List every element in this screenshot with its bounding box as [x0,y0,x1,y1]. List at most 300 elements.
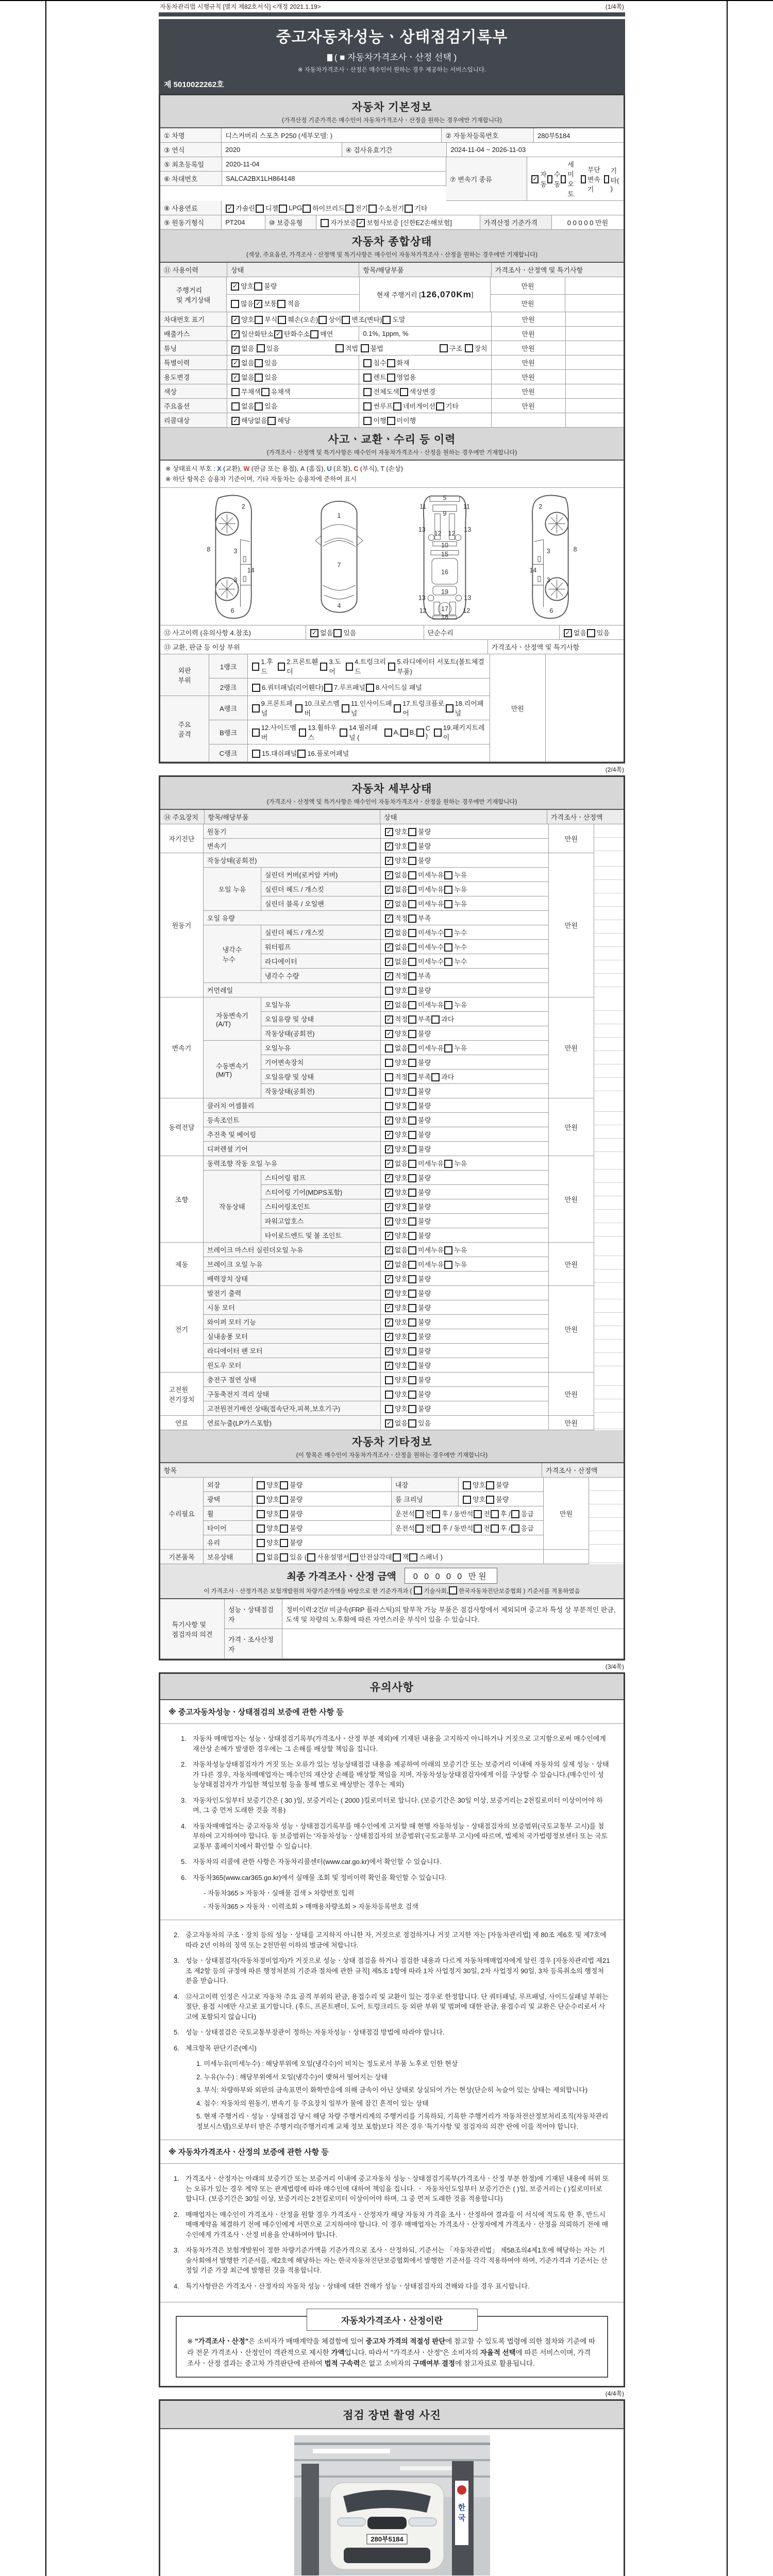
checkbox-empty-icon[interactable] [415,1524,424,1533]
checkbox-checked-icon[interactable]: ✓ [385,1419,393,1428]
section-subtitle-detail: (가격조사ㆍ산정액 및 특기사항은 매수인이 자동차가격조사ㆍ산정을 원하는 경우에만 기재합니다) [266,799,517,805]
checkbox-empty-icon[interactable] [408,1246,416,1255]
checkbox-empty-icon[interactable] [295,704,303,713]
checkbox-checked-icon[interactable]: ✓ [385,1131,393,1139]
checkbox-empty-icon[interactable] [280,1496,288,1504]
checkbox-empty-icon[interactable] [408,1217,416,1226]
checkbox-empty-icon[interactable] [408,1376,416,1384]
notice-item: 2. 자동차성능상태점검자가 거짓 또는 오류가 있는 성능상태점검 내용을 제공하여 아래의 보증기간 또는 보증거리 이내에 자동차의 실제 성능ㆍ상태가 다른 경우, 자동차매매업자는 매수인의 재산상 손해를 배상할 책임을 지며, 자동차성능상태점검자에게 이를 구상할 수 있습니다.(매수인이 성능상태점검자가 가입한 책임보험 등을 통해 별도로 배상받는 경우는 제외) [181,1760,609,1788]
checkbox-empty-icon[interactable] [280,1510,288,1518]
checkbox-checked-icon[interactable]: ✓ [385,1275,393,1283]
checkbox-empty-icon[interactable] [408,1044,416,1053]
notice-part1-list [160,1724,624,1920]
checkbox-empty-icon[interactable] [350,1553,358,1562]
checkbox-empty-icon[interactable] [363,359,372,367]
checkbox-empty-icon[interactable] [491,1510,499,1518]
checkbox-checked-icon[interactable]: ✓ [385,914,393,923]
checkbox-empty-icon[interactable] [279,205,287,213]
checkbox-empty-icon[interactable] [409,1553,417,1562]
manwon-cell: 만원 [492,327,566,341]
svg-text:12: 12 [448,530,456,537]
manwon-cell: 만원 [549,1286,594,1372]
checkbox-empty-icon[interactable] [408,886,416,894]
checkbox-empty-icon[interactable] [408,1333,416,1341]
checkbox-empty-icon[interactable] [255,359,263,367]
checkbox-empty-icon[interactable] [363,417,372,425]
checkbox-checked-icon[interactable]: ✓ [274,330,282,338]
checkbox-empty-icon[interactable] [384,728,392,737]
svg-text:3: 3 [546,548,550,555]
checkbox-empty-icon[interactable] [587,629,595,637]
checkbox-empty-icon[interactable] [408,1304,416,1312]
checkbox-empty-icon[interactable] [444,900,452,908]
checkbox-checked-icon[interactable]: ✓ [385,900,393,908]
checkbox-empty-icon[interactable] [255,402,263,411]
checkbox-empty-icon[interactable] [408,1275,416,1283]
blank-cell [589,1504,624,1518]
field-label: ② 자동차등록번호 [442,128,534,143]
checkbox-empty-icon[interactable] [252,750,260,758]
checkbox-checked-icon[interactable]: ✓ [231,346,240,354]
checkbox-checked-icon[interactable]: ✓ [564,629,572,637]
item-label: 라디에이터 [261,954,381,969]
checkbox-empty-icon[interactable] [415,1510,424,1518]
checkbox-empty-icon[interactable] [280,1539,288,1547]
checkbox-empty-icon[interactable] [408,857,416,865]
blank-cell [594,1038,624,1051]
checkbox-checked-icon[interactable]: ✓ [254,300,262,308]
checkbox-empty-icon[interactable] [408,1391,416,1399]
base-price: 0 0 0 0 0 만원 [552,215,624,230]
checkbox-checked-icon[interactable]: ✓ [385,1203,393,1211]
checkbox-empty-icon[interactable] [444,943,452,952]
checkbox-checked-icon[interactable]: ✓ [385,1232,393,1240]
field-label: ③ 연식 [160,143,222,157]
checkbox-checked-icon[interactable]: ✓ [385,1318,393,1327]
section-subtitle-accident: (가격조사ㆍ산정액 및 특기사항은 매수인이 자동차가격조사ㆍ산정을 원하는 경우에만 기재합니다) [266,450,517,456]
checkbox-empty-icon[interactable] [408,929,416,937]
checkbox-empty-icon[interactable] [363,374,372,382]
checkbox-empty-icon[interactable] [444,886,452,894]
checkbox-empty-icon[interactable] [408,1059,416,1067]
blank-cell [594,1051,624,1064]
checkbox-empty-icon[interactable] [257,1496,265,1504]
page-3-box [159,1672,625,2387]
checkbox-empty-icon[interactable] [463,1481,471,1489]
checkbox-empty-icon[interactable] [297,750,306,758]
checkbox-empty-icon[interactable] [345,205,354,213]
checkbox-empty-icon[interactable] [231,402,240,411]
checkbox-empty-icon[interactable] [431,1015,440,1024]
checkbox-empty-icon[interactable] [408,1290,416,1298]
col-header: 가격조사ㆍ산정액 [547,810,624,824]
svg-text:14: 14 [529,566,536,574]
checkbox-empty-icon[interactable] [256,205,264,213]
svg-text:3: 3 [233,548,238,555]
checkbox-checked-icon[interactable]: ✓ [385,1116,393,1125]
checkbox-checked-icon[interactable]: ✓ [385,1145,393,1154]
checkbox-empty-icon[interactable] [321,219,329,227]
checkbox-empty-icon[interactable] [280,1553,288,1562]
svg-text:9: 9 [443,510,447,518]
checkbox-empty-icon[interactable] [363,388,372,396]
notice-item: 1. 자동차 매매업자는 성능ㆍ상태점검기록부(가격조사ㆍ산정 부분 제외)에 기재된 내용을 고지하지 아니하거나 거짓으로 고지함으로써 매수인에게 재산상 손해가 발생한 경우에는 그 손해를 배상할 책임을 집니다. [181,1735,606,1753]
checkbox-empty-icon[interactable] [408,871,416,879]
checkbox-empty-icon[interactable] [252,728,260,737]
item-label: 외장 [204,1478,253,1492]
checkbox-checked-icon[interactable]: ✓ [385,1290,393,1298]
manwon-cell: 만원 [492,355,566,370]
checkbox-empty-icon[interactable] [280,1524,288,1533]
checkbox-empty-icon[interactable] [252,704,260,713]
checkbox-checked-icon[interactable]: ✓ [231,417,240,425]
checkbox-empty-icon[interactable] [408,1160,416,1168]
checkbox-checked-icon[interactable]: ✓ [231,316,240,324]
checkbox-empty-icon[interactable] [254,282,262,291]
checkbox-empty-icon[interactable] [382,316,391,324]
blank-cell [589,1491,624,1504]
row-label: 특별이력 [160,355,227,370]
checkbox-empty-icon[interactable] [408,1174,416,1182]
checkbox-checked-icon[interactable]: ✓ [385,1160,393,1168]
checkbox-empty-icon[interactable] [444,1044,452,1053]
document-header [159,12,625,94]
checkbox-empty-icon[interactable] [408,1203,416,1211]
checkbox-empty-icon[interactable] [547,175,552,183]
checkbox-empty-icon[interactable] [342,316,350,324]
checkbox-empty-icon[interactable] [604,175,609,183]
checkbox-empty-icon[interactable] [257,1553,265,1562]
checkbox-empty-icon[interactable] [324,684,332,692]
checkbox-empty-icon[interactable] [436,402,444,411]
checkbox-empty-icon[interactable] [385,1405,393,1413]
checkbox-empty-icon[interactable] [408,1189,416,1197]
checkbox-empty-icon[interactable] [432,1510,440,1518]
checkbox-empty-icon[interactable] [431,1073,440,1081]
checkbox-empty-icon[interactable] [408,1030,416,1038]
checkbox-empty-icon[interactable] [394,704,401,713]
checkbox-checked-icon[interactable]: ✓ [385,871,393,879]
checkbox-empty-icon[interactable] [511,1524,519,1533]
checkbox-empty-icon[interactable] [408,958,416,966]
checkbox-checked-icon[interactable]: ✓ [231,374,240,382]
checkbox-empty-icon[interactable] [408,1073,416,1081]
rank-label: 1랭크 [209,654,248,679]
checkbox-empty-icon[interactable] [408,1015,416,1024]
checkbox-empty-icon[interactable] [408,1419,416,1428]
checkbox-empty-icon[interactable] [491,1524,499,1533]
checkbox-empty-icon[interactable] [387,417,395,425]
item-label: 운전석 전 후 / 동반석 전 후 / 응급 [392,1506,544,1521]
checkbox-checked-icon[interactable]: ✓ [385,1217,393,1226]
checkbox-checked-icon[interactable]: ✓ [226,205,234,213]
checkbox-empty-icon[interactable] [440,344,448,352]
checkbox-empty-icon[interactable] [310,330,318,338]
checkbox-empty-icon[interactable] [400,388,408,396]
checkbox-empty-icon[interactable] [387,374,395,382]
checkbox-empty-icon[interactable] [261,388,270,396]
notice-item: 5. 자동차의 리콜에 관한 사항은 자동차리콜센터(www.car.go.kr)에서 확인할 수 있습니다. [181,1858,442,1866]
checkbox-checked-icon[interactable]: ✓ [385,857,393,865]
checkbox-checked-icon[interactable]: ✓ [385,1362,393,1370]
blank-cell [594,1064,624,1078]
blank-cell [594,1170,624,1183]
manwon-cell: 만원 [549,997,594,1098]
checkbox-empty-icon[interactable] [408,987,416,995]
checkbox-checked-icon[interactable]: ✓ [385,1015,393,1024]
checkbox-empty-icon[interactable] [385,1102,393,1110]
checkbox-empty-icon[interactable] [408,943,416,952]
status-cell: ✓ 일산화탄소 ✓ 탄화수소 매연 [227,327,359,341]
checkbox-empty-icon[interactable] [257,1481,265,1489]
checkbox-empty-icon[interactable] [434,728,442,737]
device-label: 조향 [160,1156,204,1243]
blank-cell [594,960,624,974]
device-group [160,1286,624,1372]
status-code-line: ※ 상태표시 부호 : X (교환), W (판금 또는 용접), A (흠집), U (요철), C (부식), T (손상) [165,465,403,472]
checkbox-empty-icon[interactable] [408,914,416,923]
checkbox-empty-icon[interactable] [432,1524,440,1533]
checkbox-empty-icon[interactable] [333,629,342,637]
notice-part1-heading: ※ 중고자동차성능ㆍ상태점검의 보증에 관한 사항 등 [160,1700,624,1724]
transmission-type: ✓ 자동 수동 세미오토 무단변속기 기타( ) [527,157,624,201]
checkbox-empty-icon[interactable] [267,417,276,425]
checkbox-empty-icon[interactable] [280,1481,288,1489]
table-row [204,1521,544,1535]
checkbox-empty-icon[interactable] [255,316,263,324]
checkbox-checked-icon[interactable]: ✓ [385,972,393,980]
checkbox-empty-icon[interactable] [511,1510,519,1518]
checkbox-empty-icon[interactable] [446,704,453,713]
checkbox-empty-icon[interactable] [320,663,327,671]
checkbox-empty-icon[interactable] [444,871,452,879]
car-underbody-diagram [406,492,483,621]
checkbox-empty-icon[interactable] [444,1261,452,1269]
item-label: 타이로드엔드 및 볼 조인트 [261,1228,381,1243]
checkbox-empty-icon[interactable] [318,316,327,324]
table-row [204,1492,544,1506]
checkbox-empty-icon[interactable] [444,1246,452,1255]
checkbox-checked-icon[interactable]: ✓ [231,282,239,291]
checkbox-empty-icon[interactable] [388,663,395,671]
svg-text:13: 13 [418,594,426,602]
checkbox-empty-icon[interactable] [252,663,259,671]
checkbox-empty-icon[interactable] [385,1088,393,1096]
checkbox-empty-icon[interactable] [385,987,393,995]
checkbox-empty-icon[interactable] [449,1586,457,1595]
checkbox-empty-icon[interactable] [340,728,347,737]
checkbox-checked-icon[interactable]: ✓ [385,958,393,966]
checkbox-empty-icon[interactable] [307,1553,315,1562]
blank-cell [594,1243,624,1256]
checkbox-empty-icon[interactable] [361,344,369,352]
checkbox-empty-icon[interactable] [278,663,285,671]
checkbox-checked-icon[interactable]: ✓ [385,943,393,952]
exchange-header: ⑬ 교환, 판금 등 이상 부위 [160,640,488,654]
checkbox-empty-icon[interactable] [408,1145,416,1154]
detail-state-table [160,810,624,1430]
checkbox-empty-icon[interactable] [385,1376,393,1384]
checkbox-checked-icon[interactable]: ✓ [385,1189,393,1197]
checkbox-empty-icon[interactable] [363,402,372,411]
status-cell: 없음 미세누유 누유 [381,1041,549,1055]
checkbox-empty-icon[interactable] [444,929,452,937]
opinion-group-label: 특기사항 및 점검자의 의견 [160,1599,225,1659]
checkbox-checked-icon[interactable]: ✓ [231,359,240,367]
car-side-diagram [195,492,272,621]
checkbox-checked-icon[interactable]: ✓ [385,1030,393,1038]
checkbox-empty-icon[interactable] [385,1059,393,1067]
manwon-cell: 만원 [544,1478,589,1550]
item-label: 작동상태(공회전) [261,1084,381,1098]
scan-left-edge [45,0,46,2576]
price-option-line: ( ■ 자동차가격조사ㆍ산정 선택 ) [159,50,625,63]
checkbox-checked-icon[interactable]: ✓ [385,1304,393,1312]
table-row [204,1315,549,1329]
status-cell: ✓ 적정 부족 [381,969,549,983]
checkbox-empty-icon[interactable] [393,402,401,411]
checkbox-empty-icon[interactable] [335,344,344,352]
item-label: 작동상태(공회전) [261,1026,381,1041]
checkbox-empty-icon[interactable] [299,728,307,737]
status-cell: ✓ 양호 불량 [381,1185,549,1199]
checkbox-empty-icon[interactable] [444,1160,452,1168]
checkbox-empty-icon[interactable] [486,1481,494,1489]
checkbox-checked-icon[interactable]: ✓ [385,828,393,836]
checkbox-checked-icon[interactable]: ✓ [385,842,393,851]
checkbox-empty-icon[interactable] [346,663,353,671]
checkbox-empty-icon[interactable] [408,1405,416,1413]
checkbox-empty-icon[interactable] [444,1001,452,1009]
checkbox-empty-icon[interactable] [255,374,263,382]
table-row [261,1199,549,1214]
checkbox-empty-icon[interactable] [400,728,408,737]
checkbox-empty-icon[interactable] [444,958,452,966]
checkbox-empty-icon[interactable] [408,828,416,836]
checkbox-empty-icon[interactable] [486,1496,494,1504]
checkbox-checked-icon[interactable]: ✓ [385,886,393,894]
checkbox-empty-icon[interactable] [416,728,424,737]
checkbox-empty-icon[interactable] [385,1391,393,1399]
svg-text:12: 12 [419,607,427,615]
checkbox-empty-icon[interactable] [385,1073,393,1081]
checkbox-checked-icon[interactable]: ✓ [385,1347,393,1355]
checkbox-empty-icon[interactable] [408,1232,416,1240]
blank-cell [566,341,624,355]
section-basic-header [160,95,624,128]
checkbox-checked-icon[interactable]: ✓ [385,1246,393,1255]
checkbox-empty-icon[interactable] [408,1088,416,1096]
blank-cell [594,1112,624,1125]
checkbox-empty-icon[interactable] [366,684,374,692]
checkbox-checked-icon[interactable]: ✓ [310,629,318,637]
checkbox-empty-icon[interactable] [408,900,416,908]
final-price-note: 이 가격조사ㆍ산정가격은 보험개발원의 차량기준가액을 바탕으로 한 기준가격과 ( 기술사회, 한국자동차진단보증협회 ) 기준서를 적용하였음 [160,1586,624,1595]
checkbox-empty-icon[interactable] [252,684,260,692]
car-name: 디스커버리 스포츠 P250 (세부모델: ) [222,128,442,143]
checkbox-empty-icon[interactable] [385,1044,393,1053]
manwon-cell: 만원 [492,312,566,327]
checkbox-checked-icon[interactable]: ✓ [231,330,240,338]
status-cell: ✓ 양호 불량 [381,853,549,868]
svg-text:16: 16 [441,568,448,576]
checkbox-checked-icon[interactable]: ✓ [385,1001,393,1009]
checkbox-empty-icon[interactable] [408,842,416,851]
notice-part3-list [160,2164,624,2302]
checkbox-empty-icon[interactable] [405,205,413,213]
blank-cell [566,384,624,399]
checkbox-empty-icon[interactable] [387,359,395,367]
checkbox-empty-icon[interactable] [257,1524,265,1533]
checkbox-empty-icon[interactable] [408,1102,416,1110]
checkbox-checked-icon[interactable]: ✓ [385,1261,393,1269]
col-header: ⑪ 사용이력 [160,263,227,277]
section-photos-header [160,2401,624,2429]
checkbox-empty-icon[interactable] [561,175,566,183]
checkbox-empty-icon[interactable] [414,1586,422,1595]
item-label: 오일유량 및 상태 [261,1070,381,1084]
final-price-title: 최종 가격조사ㆍ산정 금액 [287,1571,396,1582]
svg-text:14: 14 [247,566,255,574]
checkbox-empty-icon[interactable] [408,1347,416,1355]
checkbox-empty-icon[interactable] [257,344,265,352]
checkbox-empty-icon[interactable] [393,1553,401,1562]
field-label: ⑧ 사용연료 [160,201,222,215]
checkbox-empty-icon[interactable] [231,300,239,308]
checkbox-empty-icon[interactable] [408,1261,416,1269]
table-row [204,1550,544,1564]
group-label: 기본품목 [160,1550,204,1564]
checkbox-empty-icon[interactable] [408,1362,416,1370]
checkbox-checked-icon[interactable]: ✓ [385,929,393,937]
checkbox-empty-icon[interactable] [408,1131,416,1139]
checkbox-empty-icon[interactable] [257,1539,265,1547]
notice-subitem: 4. 침수: 자동차의 원동기, 변속기 등 주요장치 일부가 물에 잠긴 흔적이 있는 상태 [196,2099,429,2107]
section-title-basic: 자동차 기본정보 [351,101,432,113]
checkbox-checked-icon[interactable]: ✓ [357,219,365,227]
checkbox-empty-icon[interactable] [474,1524,482,1533]
checkbox-empty-icon[interactable] [463,1496,471,1504]
checkbox-empty-icon[interactable] [465,344,473,352]
checkbox-empty-icon[interactable] [474,1510,482,1518]
checkbox-empty-icon[interactable] [408,1318,416,1327]
checkbox-empty-icon[interactable] [581,175,586,183]
checkbox-empty-icon[interactable] [231,388,240,396]
item-label: 오일유량 및 상태 [261,1012,381,1026]
exchange-panel-table [160,640,624,762]
checkbox-empty-icon[interactable] [278,316,286,324]
checkbox-empty-icon[interactable] [257,1510,265,1518]
checkbox-empty-icon[interactable] [408,1001,416,1009]
checkbox-checked-icon[interactable]: ✓ [385,1174,393,1182]
item-label: 운전석 전 후 / 동반석 전 후 / 응급 [392,1521,544,1535]
checkbox-empty-icon[interactable] [368,205,377,213]
checkbox-checked-icon[interactable]: ✓ [385,1333,393,1341]
blank-cell [589,1550,624,1563]
checkbox-empty-icon[interactable] [342,704,349,713]
checkbox-empty-icon[interactable] [408,972,416,980]
table-row [261,1012,549,1026]
item-label: 광택 [204,1492,253,1506]
checkbox-empty-icon[interactable] [408,1116,416,1125]
engine-type: PT204 [222,215,265,230]
checkbox-empty-icon[interactable] [277,300,285,308]
checkbox-checked-icon[interactable]: ✓ [532,175,538,182]
item-label: 스티어링 기어(MDPS포함) [261,1185,381,1199]
section-overall-header [160,230,624,263]
checkbox-empty-icon[interactable] [303,205,311,213]
item-label: 와이퍼 모터 기능 [204,1315,381,1329]
